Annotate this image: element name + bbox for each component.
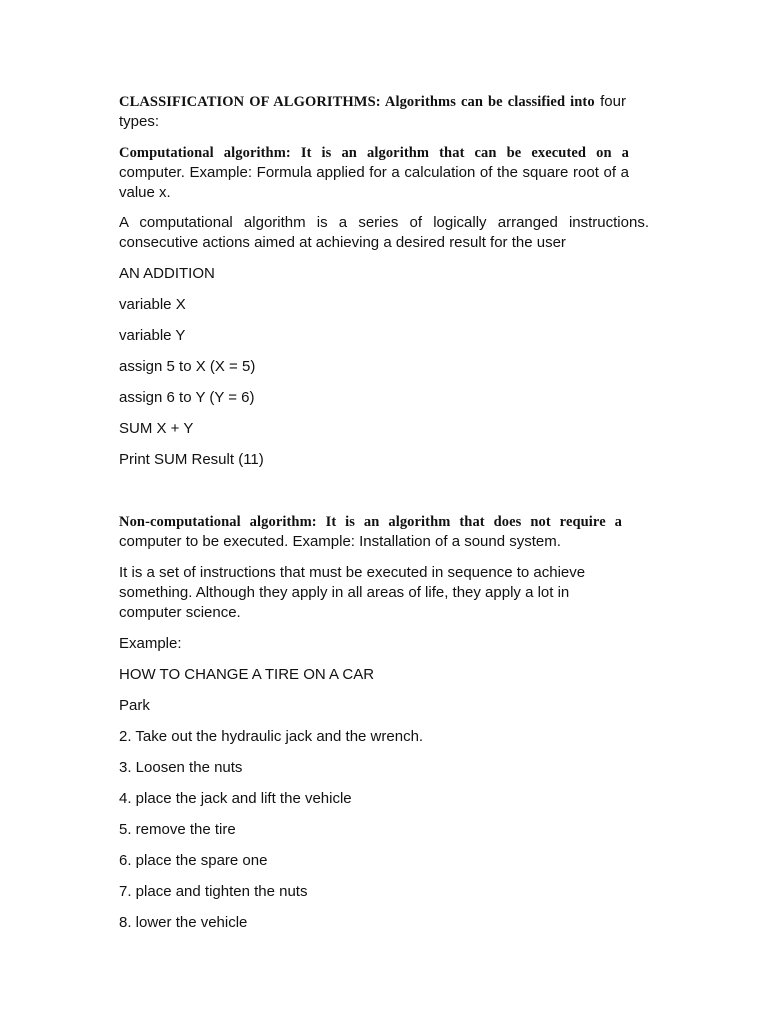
example-line-sum: SUM X + Y <box>119 420 194 437</box>
example-line-addition: AN ADDITION <box>119 265 215 282</box>
example-label: Example: <box>119 635 182 652</box>
computational-description: A computational algorithm is a series of logically arranged instructions. consecutive actions aimed at achieving a desired result for the user <box>119 214 649 251</box>
computational-text: computer. Example: Formula applied for a calculation of the square root of a value x. <box>119 164 629 201</box>
classification-heading: CLASSIFICATION OF ALGORITHMS: Algorithms can be classified into <box>119 94 595 110</box>
tire-step-7: 7. place and tighten the nuts <box>119 883 308 900</box>
example-line-print: Print SUM Result (11) <box>119 451 264 468</box>
tire-step-8: 8. lower the vehicle <box>119 914 248 931</box>
tire-step-3: 3. Loosen the nuts <box>119 759 243 776</box>
tire-step-2: 2. Take out the hydraulic jack and the wrench. <box>119 728 424 745</box>
non-computational-paragraph <box>119 512 622 552</box>
classification-paragraph <box>119 92 626 132</box>
non-computational-description: It is a set of instructions that must be executed in sequence to achieve something. Although they apply in all areas of life, they apply a lot in computer science. <box>119 564 586 621</box>
document-page <box>119 92 649 933</box>
classification-text: four types: <box>119 93 626 130</box>
example-line-assign-x: assign 5 to X (X = 5) <box>119 358 256 375</box>
tire-step-4: 4. place the jack and lift the vehicle <box>119 790 352 807</box>
non-computational-text: computer to be executed. Example: Installation of a sound system. <box>119 533 561 550</box>
example-line-variable-x: variable X <box>119 296 186 313</box>
computational-paragraph <box>119 143 629 203</box>
example-line-variable-y: variable Y <box>119 327 186 344</box>
non-computational-heading: Non-computational algorithm: It is an algorithm that does not require a <box>119 514 622 530</box>
tire-step-6: 6. place the spare one <box>119 852 268 869</box>
computational-heading: Computational algorithm: It is an algorithm that can be executed on a <box>119 145 629 161</box>
tire-step-park: Park <box>119 697 150 714</box>
example-line-assign-y: assign 6 to Y (Y = 6) <box>119 389 255 406</box>
tire-step-5: 5. remove the tire <box>119 821 236 838</box>
tire-change-title: HOW TO CHANGE A TIRE ON A CAR <box>119 666 375 683</box>
